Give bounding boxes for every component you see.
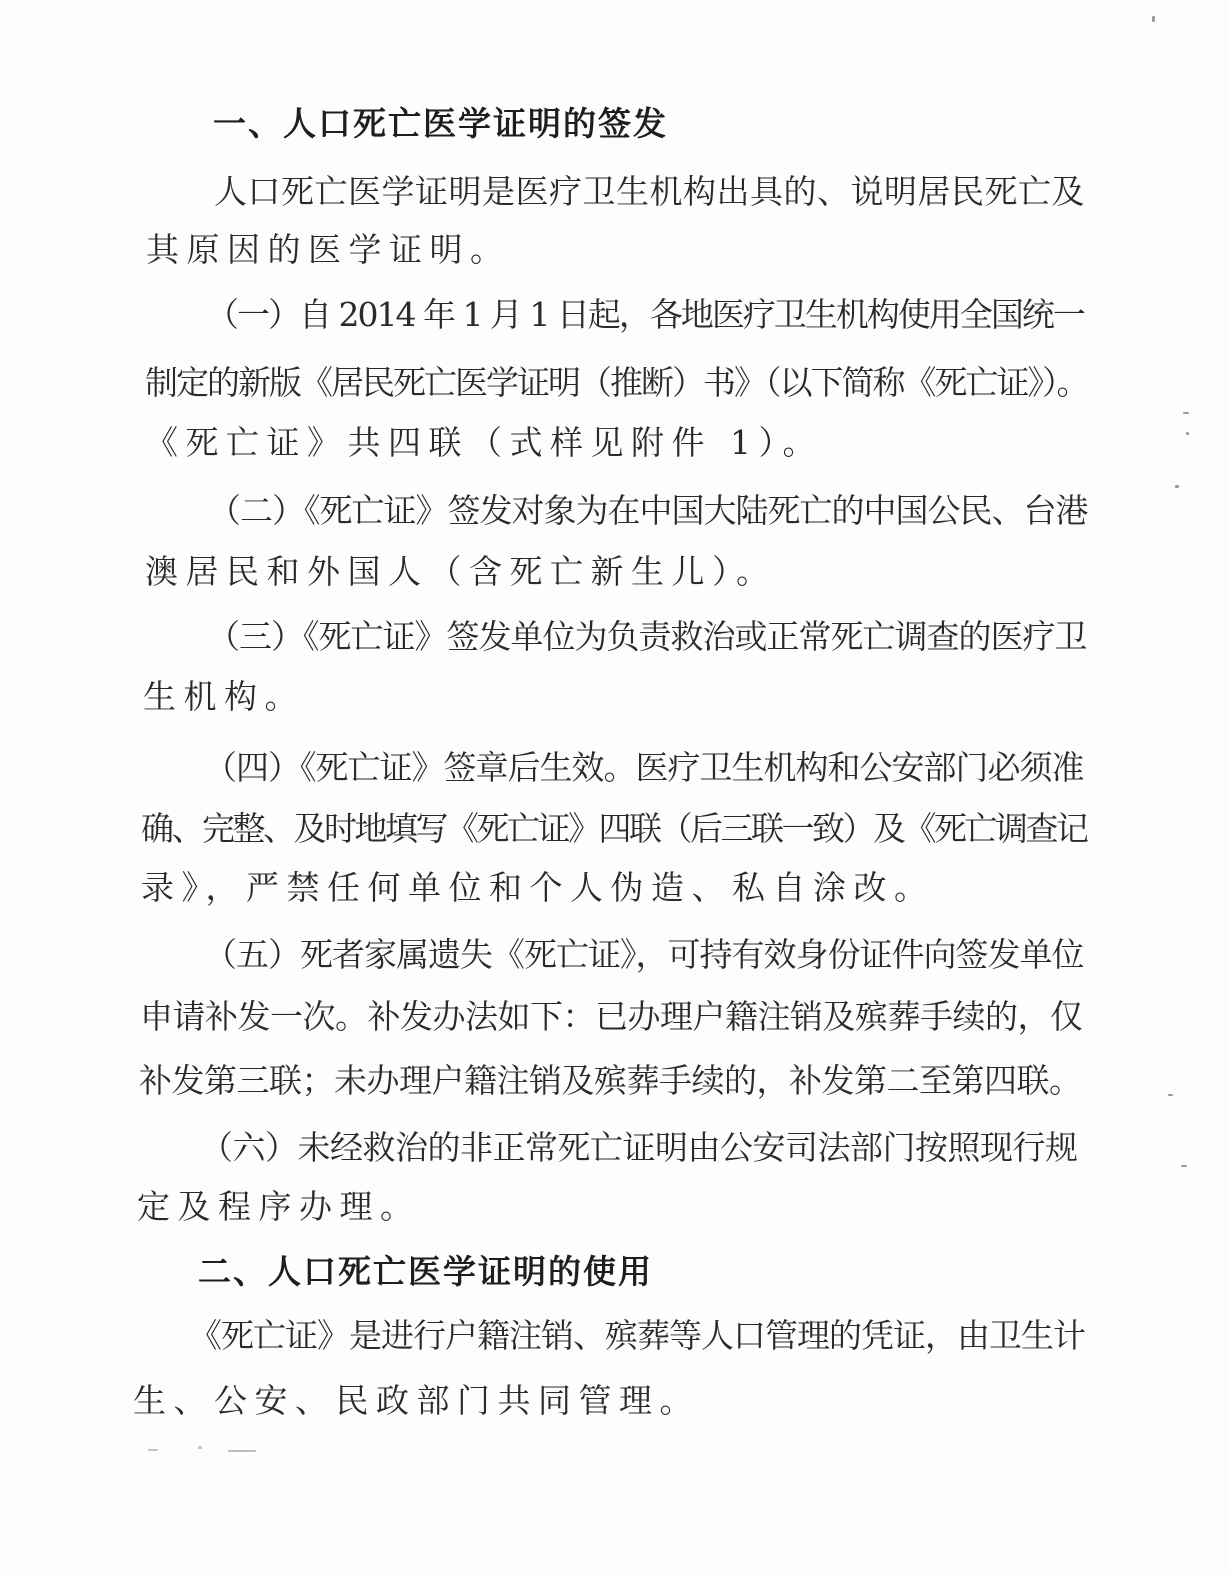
paragraph-line: 《死亡证》是进行户籍注销、殡葬等人口管理的凭证，由卫生计	[189, 1316, 1085, 1355]
paragraph-line: （一）自 2014 年 1 月 1 日起，各地医疗卫生机构使用全国统一	[206, 295, 1084, 334]
paragraph-line: 生机构。	[143, 677, 305, 716]
paragraph-line: 《死亡证》共四联（式样见附件 1）。	[145, 423, 823, 462]
scan-speck	[228, 1450, 256, 1452]
paragraph-line: 申请补发一次。补发办法如下：已办理户籍注销及殡葬手续的，仅	[140, 997, 1083, 1036]
paragraph-line: （二）《死亡证》签发对象为在中国大陆死亡的中国公民、台港	[208, 491, 1088, 530]
paragraph-line: （五）死者家属遗失《死亡证》，可持有效身份证件向签发单位	[204, 935, 1084, 974]
paragraph-line: 澳居民和外国人（含死亡新生儿）。	[145, 552, 777, 591]
scan-speck	[148, 1449, 158, 1451]
paragraph-line: 其原因的医学证明。	[146, 230, 511, 269]
paragraph-line: 录》，严禁任何单位和个人伪造、私自涂改。	[141, 868, 935, 907]
scan-speck	[1168, 1094, 1173, 1096]
paragraph-line: （三）《死亡证》签发单位为负责救治或正常死亡调查的医疗卫	[207, 617, 1087, 656]
section-heading-1: 一、人口死亡医学证明的签发	[213, 104, 668, 143]
paragraph-line: （六）未经救治的非正常死亡证明由公安司法部门按照现行规	[200, 1128, 1078, 1167]
scan-speck	[1152, 16, 1155, 22]
scan-speck	[1175, 485, 1179, 488]
paragraph-line: 生、公安、民政部门共同管理。	[133, 1381, 700, 1420]
scan-speck	[1181, 1165, 1187, 1167]
paragraph-line: 补发第三联；未办理户籍注销及殡葬手续的，补发第二至第四联。	[139, 1061, 1082, 1100]
paragraph-line: （四）《死亡证》签章后生效。医疗卫生机构和公安部门必须准	[204, 748, 1084, 787]
section-heading-2: 二、人口死亡医学证明的使用	[198, 1252, 653, 1291]
scan-speck	[1183, 412, 1189, 414]
paragraph-line: 确、完整、及时地填写《死亡证》四联（后三联一致）及《死亡调查记	[141, 809, 1087, 848]
scan-speck	[198, 1446, 202, 1449]
paragraph-line: 人口死亡医学证明是医疗卫生机构出具的、说明居民死亡及	[214, 172, 1085, 211]
scan-speck	[1186, 432, 1189, 435]
paragraph-line: 制定的新版《居民死亡医学证明（推断）书》（以下简称《死亡证》）。	[145, 363, 1088, 402]
paragraph-line: 定及程序办理。	[137, 1187, 421, 1226]
